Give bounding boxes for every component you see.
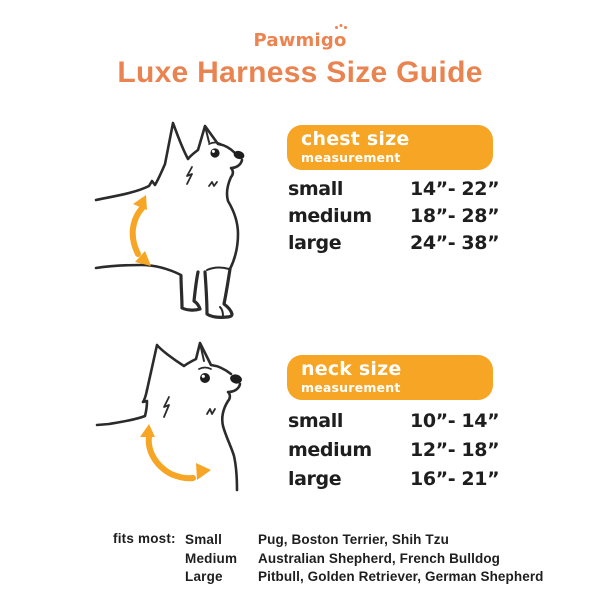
dog-outline [96, 123, 235, 200]
neck-measure-arrow-icon [140, 424, 211, 480]
size-label: large [288, 232, 342, 254]
table-row [288, 437, 502, 466]
badge-title: chest size [301, 128, 410, 150]
fits-most-breeds [258, 531, 544, 587]
size-label: medium [288, 439, 372, 461]
badge-subtitle: measurement [301, 150, 401, 165]
dog-eye [200, 373, 210, 383]
cheek-fur-zigzag [209, 182, 217, 186]
chest-size-table [288, 176, 502, 257]
dog-head-illustration [93, 338, 285, 513]
dog-head-outline [147, 343, 231, 390]
neck-back-line [97, 390, 147, 425]
brand-logo [0, 30, 600, 51]
neck-size-badge [287, 355, 493, 400]
near-front-leg [205, 269, 232, 317]
far-front-leg [181, 272, 200, 310]
size-range: 12”- 18” [410, 439, 500, 461]
chest-measure-arrow-icon [133, 195, 151, 266]
eye-glint [212, 150, 215, 153]
brand-logo-o [334, 30, 347, 51]
eyebrow-line [209, 143, 221, 145]
size-range: 18”- 28” [410, 205, 500, 227]
chest-size-badge [287, 125, 493, 170]
elbow-crease [207, 268, 229, 270]
size-label: medium [288, 205, 372, 227]
toe-line [220, 307, 223, 316]
neck-size-table [288, 408, 502, 495]
cheek-fur-zigzag [207, 409, 215, 414]
muzzle-throat-line [222, 384, 240, 490]
page-title: Luxe Harness Size Guide [117, 56, 483, 89]
fits-size: Medium [185, 550, 238, 566]
size-range: 10”- 14” [410, 410, 500, 432]
fits-most-sizes [185, 531, 237, 587]
badge-title: neck size [301, 358, 402, 380]
brand-logo-text: Pawmig [253, 30, 334, 51]
fits-size: Large [185, 569, 223, 584]
size-label: small [288, 178, 343, 200]
belly-line [96, 265, 181, 275]
badge-subtitle: measurement [301, 380, 401, 395]
size-range: 14”- 22” [410, 178, 500, 200]
size-label: small [288, 410, 343, 432]
breeds-list: Australian Shepherd, French Bulldog [258, 550, 501, 566]
table-row [288, 176, 502, 203]
muzzle-throat-chest [227, 160, 242, 269]
chest-fur-zigzag [164, 397, 169, 417]
fits-size: Small [185, 532, 223, 547]
size-range: 16”- 21” [410, 468, 500, 490]
table-row [288, 230, 502, 257]
breeds-list: Pug, Boston Terrier, Shih Tzu [258, 532, 449, 547]
fits-most-label: fits most: [113, 531, 176, 546]
table-row [288, 466, 502, 495]
size-range: 24”- 38” [410, 232, 500, 254]
eye-glint [202, 375, 205, 378]
brand-logo-o-letter: o [333, 30, 347, 51]
size-label: large [288, 468, 342, 490]
table-row [288, 203, 502, 230]
table-row [288, 408, 502, 437]
breeds-list: Pitbull, Golden Retriever, German Shepherd [258, 569, 544, 584]
chest-fur-zigzag [187, 167, 192, 184]
dog-eye [210, 148, 219, 157]
dog-full-body-illustration [93, 110, 285, 342]
eyebrow-line [199, 368, 211, 370]
paw-dots-icon [335, 26, 338, 29]
